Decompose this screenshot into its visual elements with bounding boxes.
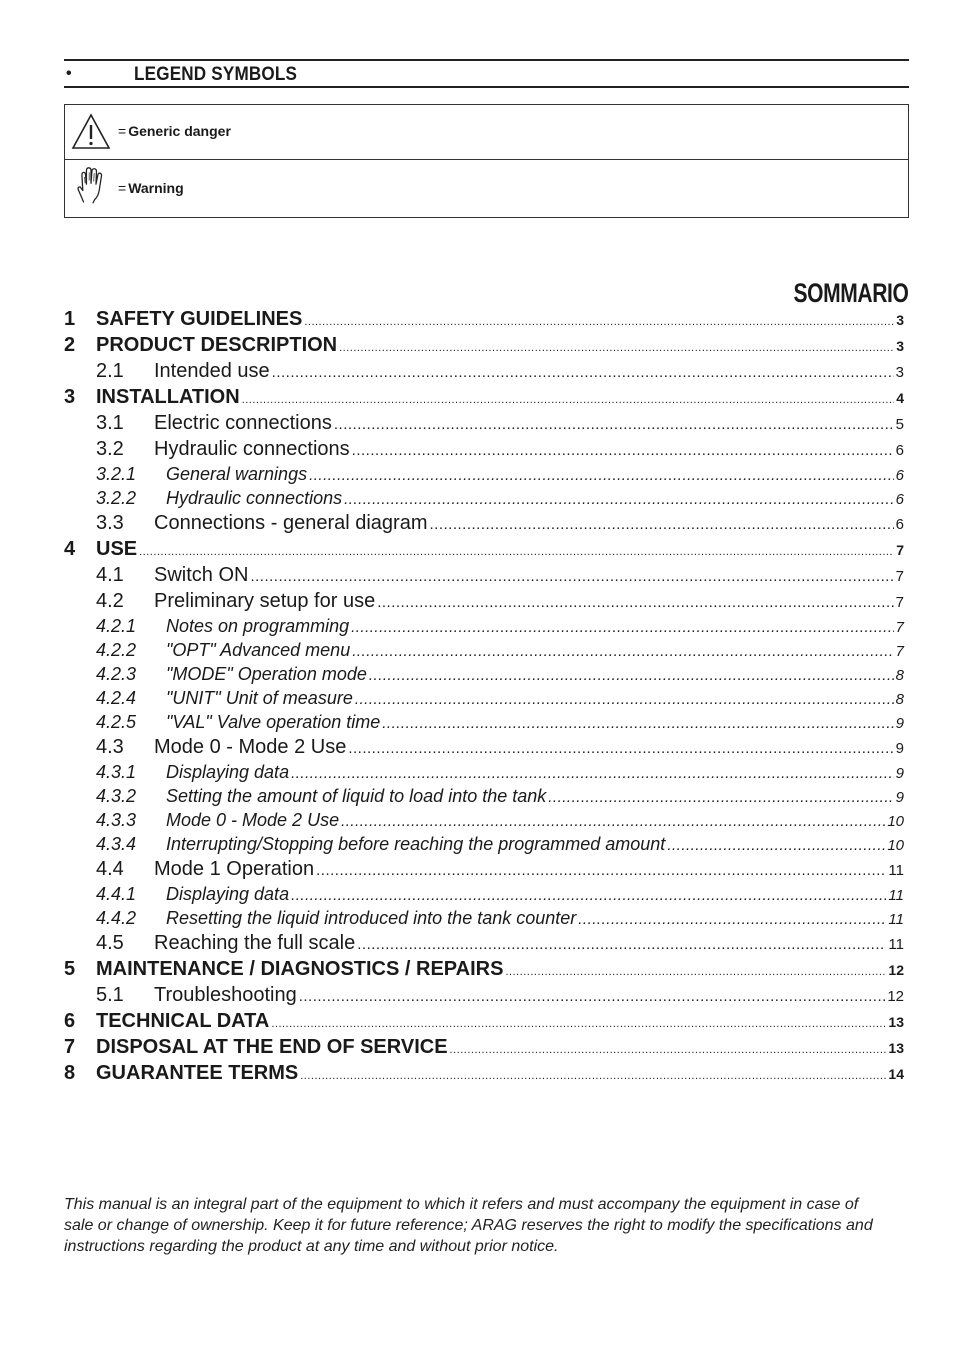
toc-entry-page: 3 xyxy=(896,312,904,328)
toc-entry-page: 3 xyxy=(896,338,904,354)
toc-entry-title: SAFETY GUIDELINES xyxy=(96,308,303,330)
toc-entry-page: 6 xyxy=(895,516,904,533)
toc-entry-title: Mode 1 Operation xyxy=(154,858,315,880)
toc-dot-leader xyxy=(382,715,893,732)
toc-dot-leader xyxy=(348,740,893,757)
toc-entry-title: USE xyxy=(96,538,138,560)
toc-entry-page: 7 xyxy=(896,542,904,558)
toc-entry[interactable] xyxy=(64,736,904,762)
toc-entry-title: INSTALLATION xyxy=(96,386,240,408)
table-of-contents xyxy=(64,308,904,1088)
toc-dot-leader xyxy=(291,765,894,782)
toc-entry[interactable] xyxy=(64,932,904,958)
toc-entry-title: "UNIT" Unit of measure xyxy=(166,688,353,708)
toc-dot-leader xyxy=(291,887,886,904)
toc-entry-number: 4.2.1 xyxy=(96,616,137,636)
toc-entry-page: 9 xyxy=(895,765,904,782)
toc-entry-number: 4.2.5 xyxy=(96,712,137,732)
toc-dot-leader xyxy=(430,516,894,533)
toc-entry-page: 14 xyxy=(888,1066,904,1082)
legend-title: LEGEND SYMBOLS xyxy=(134,64,298,85)
toc-heading: SOMMARIO xyxy=(792,278,908,308)
toc-entry[interactable] xyxy=(64,590,904,616)
toc-entry-page: 5 xyxy=(895,416,904,433)
toc-entry-title: Troubleshooting xyxy=(154,984,297,1006)
toc-entry-number: 4.4.2 xyxy=(96,908,137,928)
toc-entry-title: MAINTENANCE / DIAGNOSTICS / REPAIRS xyxy=(96,958,504,980)
toc-entry-number: 4.5 xyxy=(96,932,124,954)
toc-entry-page: 4 xyxy=(896,390,904,406)
toc-entry-number: 4 xyxy=(64,538,76,560)
toc-entry-page: 13 xyxy=(888,1040,904,1056)
toc-entry-number: 4.3 xyxy=(96,736,124,758)
toc-entry-page: 11 xyxy=(888,911,904,928)
toc-entry-page: 13 xyxy=(888,1014,904,1030)
toc-entry-title: Interrupting/Stopping before reaching the programmed amount xyxy=(166,834,666,854)
toc-entry-number: 4.3.2 xyxy=(96,786,137,806)
toc-entry-number: 4.3.3 xyxy=(96,810,137,830)
toc-entry-title: Setting the amount of liquid to load into the tank xyxy=(166,786,547,806)
toc-entry-title: Resetting the liquid introduced into the tank counter xyxy=(166,908,577,928)
toc-entry-title: Mode 0 - Mode 2 Use xyxy=(154,736,347,758)
toc-entry-page: 7 xyxy=(895,568,904,585)
toc-entry-number: 4.2.2 xyxy=(96,640,137,660)
toc-entry-page: 6 xyxy=(895,491,904,508)
toc-entry[interactable] xyxy=(64,488,904,512)
toc-entry-title: Hydraulic connections xyxy=(166,488,343,508)
toc-entry[interactable] xyxy=(64,412,904,438)
toc-entry-page: 9 xyxy=(895,715,904,732)
legend-label-generic-danger: = Generic danger xyxy=(118,123,231,139)
legend-label-warning: = Warning xyxy=(118,180,184,196)
toc-entry[interactable] xyxy=(64,688,904,712)
toc-dot-leader xyxy=(271,1018,886,1030)
toc-entry[interactable] xyxy=(64,308,904,334)
toc-entry-number: 6 xyxy=(64,1010,76,1032)
toc-entry-number: 5.1 xyxy=(96,984,124,1006)
toc-entry-number: 3.1 xyxy=(96,412,124,434)
toc-dot-leader xyxy=(344,491,894,508)
toc-entry[interactable] xyxy=(64,858,904,884)
toc-entry-number: 4.4.1 xyxy=(96,884,137,904)
toc-dot-leader xyxy=(316,862,886,879)
warning-hand-icon xyxy=(71,166,111,206)
toc-entry[interactable] xyxy=(64,712,904,736)
toc-dot-leader xyxy=(339,342,894,354)
toc-entry-page: 12 xyxy=(888,962,904,978)
toc-entry-number: 8 xyxy=(64,1062,76,1084)
toc-entry-number: 3.2 xyxy=(96,438,124,460)
toc-entry[interactable] xyxy=(64,834,904,858)
toc-entry[interactable] xyxy=(64,538,904,564)
toc-entry[interactable] xyxy=(64,616,904,640)
toc-entry-page: 10 xyxy=(887,813,904,830)
toc-dot-leader xyxy=(369,667,894,684)
toc-entry-title: Hydraulic connections xyxy=(154,438,350,460)
toc-dot-leader xyxy=(667,837,885,854)
toc-entry-title: PRODUCT DESCRIPTION xyxy=(96,334,338,356)
toc-entry-page: 12 xyxy=(887,988,904,1005)
toc-entry-page: 11 xyxy=(888,862,904,879)
toc-dot-leader xyxy=(357,936,886,953)
toc-entry-title: Notes on programming xyxy=(166,616,350,636)
toc-entry-page: 6 xyxy=(895,442,904,459)
toc-entry-number: 7 xyxy=(64,1036,76,1058)
toc-entry[interactable] xyxy=(64,664,904,688)
toc-entry-number: 4.3.1 xyxy=(96,762,137,782)
toc-entry-number: 2 xyxy=(64,334,76,356)
toc-dot-leader xyxy=(548,789,893,806)
toc-entry[interactable] xyxy=(64,908,904,932)
toc-entry-title: "OPT" Advanced menu xyxy=(166,640,351,660)
toc-dot-leader xyxy=(299,988,886,1005)
toc-entry-number: 4.2.4 xyxy=(96,688,137,708)
toc-entry-title: Preliminary setup for use xyxy=(154,590,376,612)
toc-dot-leader xyxy=(242,394,895,406)
toc-entry-title: Intended use xyxy=(154,360,270,382)
legend-row-generic-danger xyxy=(65,105,908,160)
toc-dot-leader xyxy=(304,316,894,328)
danger-triangle-icon xyxy=(71,112,111,152)
toc-entry[interactable] xyxy=(64,564,904,590)
toc-dot-leader xyxy=(341,813,885,830)
toc-entry[interactable] xyxy=(64,984,904,1010)
toc-dot-leader xyxy=(272,364,894,381)
toc-entry-number: 4.3.4 xyxy=(96,834,137,854)
toc-dot-leader xyxy=(300,1070,886,1082)
toc-entry-title: "MODE" Operation mode xyxy=(166,664,367,684)
toc-entry[interactable] xyxy=(64,958,904,984)
toc-dot-leader xyxy=(309,467,894,484)
toc-dot-leader xyxy=(352,442,894,459)
toc-entry-title: Displaying data xyxy=(166,884,290,904)
legend-box xyxy=(64,104,909,218)
toc-entry-title: Connections - general diagram xyxy=(154,512,428,534)
toc-entry[interactable] xyxy=(64,810,904,834)
toc-entry[interactable] xyxy=(64,1062,904,1088)
toc-entry[interactable] xyxy=(64,512,904,538)
toc-entry[interactable] xyxy=(64,640,904,664)
toc-dot-leader xyxy=(450,1044,887,1056)
toc-entry-title: Mode 0 - Mode 2 Use xyxy=(166,810,340,830)
toc-dot-leader xyxy=(250,568,893,585)
toc-dot-leader xyxy=(578,911,886,928)
toc-entry-title: Switch ON xyxy=(154,564,249,586)
toc-entry-number: 4.4 xyxy=(96,858,124,880)
toc-entry[interactable] xyxy=(64,464,904,488)
toc-entry[interactable] xyxy=(64,1036,904,1062)
toc-dot-leader xyxy=(351,619,894,636)
toc-entry[interactable] xyxy=(64,386,904,412)
toc-entry-page: 11 xyxy=(888,887,904,904)
legend-header xyxy=(64,59,909,88)
toc-entry-number: 4.1 xyxy=(96,564,124,586)
toc-entry-page: 9 xyxy=(895,740,904,757)
toc-entry[interactable] xyxy=(64,884,904,908)
toc-entry-number: 3.2.2 xyxy=(96,488,137,508)
toc-entry-page: 3 xyxy=(895,364,904,381)
toc-entry-number: 4.2.3 xyxy=(96,664,137,684)
toc-entry-title: Electric connections xyxy=(154,412,332,434)
toc-entry[interactable] xyxy=(64,438,904,464)
toc-entry-title: General warnings xyxy=(166,464,308,484)
toc-dot-leader xyxy=(355,691,894,708)
toc-entry[interactable] xyxy=(64,1010,904,1036)
toc-entry[interactable] xyxy=(64,762,904,786)
toc-entry-number: 3.2.1 xyxy=(96,464,137,484)
toc-entry-page: 7 xyxy=(895,619,904,636)
toc-entry-title: "VAL" Valve operation time xyxy=(166,712,381,732)
toc-entry-number: 3 xyxy=(64,386,76,408)
toc-entry-page: 10 xyxy=(887,837,904,854)
bullet: • xyxy=(66,65,72,82)
toc-entry-page: 11 xyxy=(888,936,904,953)
toc-dot-leader xyxy=(505,966,886,978)
toc-entry-number: 2.1 xyxy=(96,360,124,382)
toc-entry-page: 8 xyxy=(895,691,904,708)
toc-entry-page: 7 xyxy=(895,594,904,611)
toc-dot-leader xyxy=(352,643,893,660)
toc-entry-page: 8 xyxy=(895,667,904,684)
legend-row-warning xyxy=(65,159,908,217)
toc-entry-number: 5 xyxy=(64,958,76,980)
toc-entry-title: GUARANTEE TERMS xyxy=(96,1062,299,1084)
toc-entry[interactable] xyxy=(64,334,904,360)
toc-entry[interactable] xyxy=(64,786,904,810)
toc-entry-page: 6 xyxy=(895,467,904,484)
toc-entry-title: DISPOSAL AT THE END OF SERVICE xyxy=(96,1036,448,1058)
toc-entry-page: 7 xyxy=(895,643,904,660)
toc-dot-leader xyxy=(377,594,893,611)
toc-entry[interactable] xyxy=(64,360,904,386)
toc-entry-page: 9 xyxy=(895,789,904,806)
toc-entry-title: Reaching the full scale xyxy=(154,932,356,954)
toc-entry-title: TECHNICAL DATA xyxy=(96,1010,270,1032)
toc-entry-number: 4.2 xyxy=(96,590,124,612)
toc-entry-title: Displaying data xyxy=(166,762,290,782)
toc-entry-number: 3.3 xyxy=(96,512,124,534)
footer-note: This manual is an integral part of the equipment to which it refers and must accompany the equipment in case of sale or change of ownership. Keep it for future reference; ARAG reserves the right to modify the specifications and instructions regarding the product at any time and without prior notice. xyxy=(64,1196,873,1255)
toc-dot-leader xyxy=(139,546,894,558)
toc-dot-leader xyxy=(334,416,894,433)
toc-entry-number: 1 xyxy=(64,308,76,330)
